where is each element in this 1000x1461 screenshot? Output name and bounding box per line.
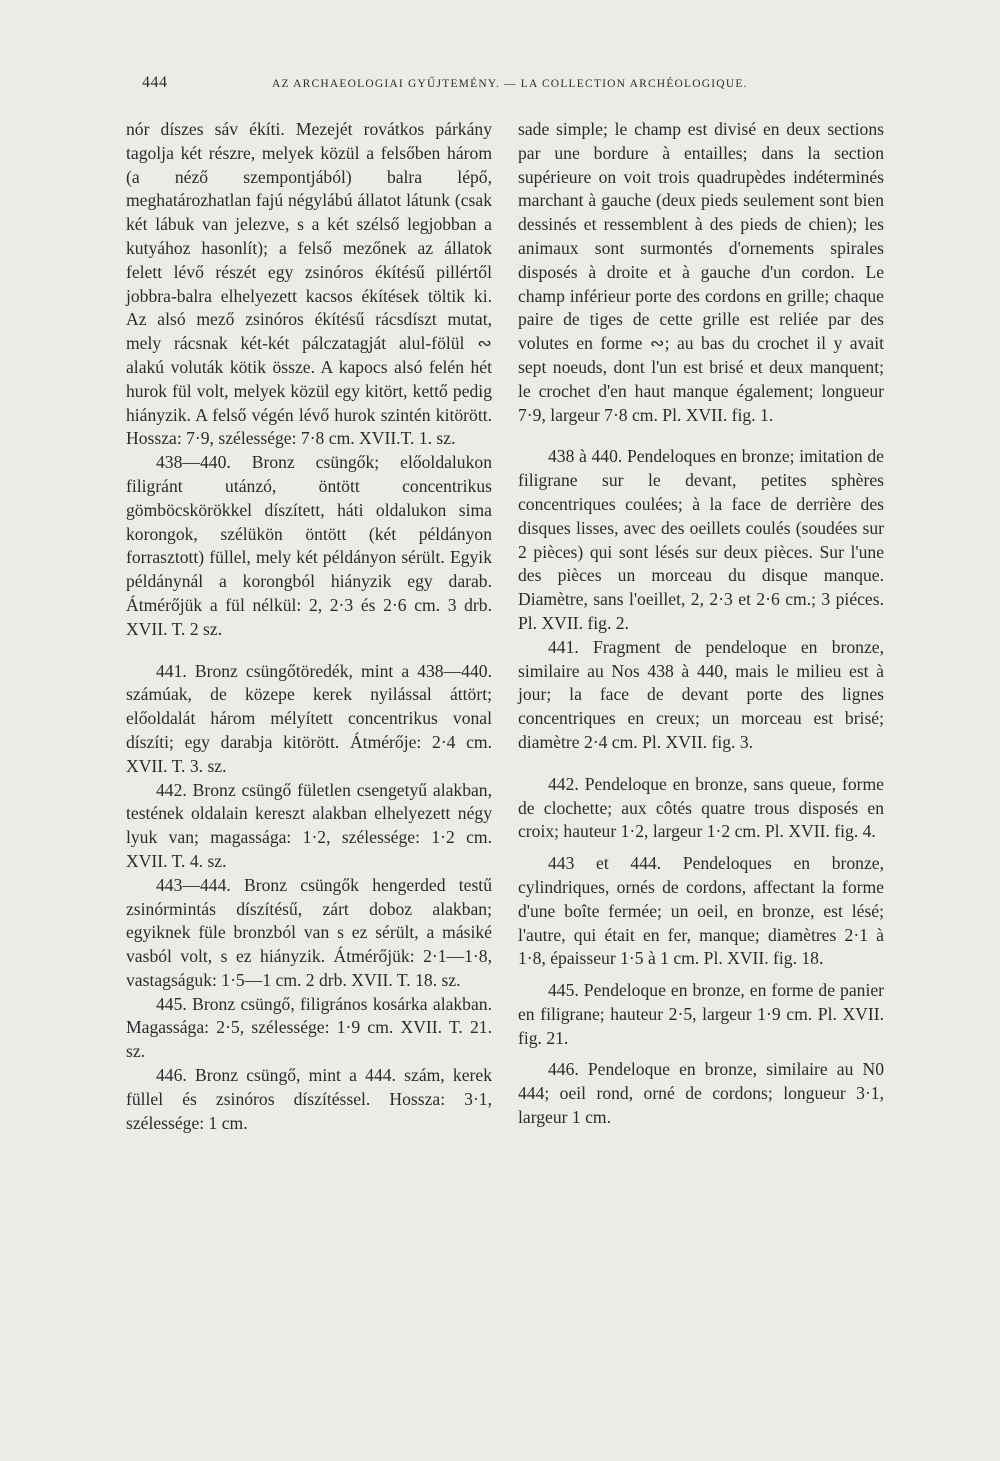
french-column (518, 118, 884, 1130)
paragraph-443-444-fr: 443 et 444. Pendeloques en bronze, cylindriques, ornés de cordons, affectant la forme d'une boîte fermée; un oeil, en bronze, est lésé; l'autre, qui était en fer, manque; diamètres 2·1 à 1·8, épaisseur 1·5 à 1 cm. Pl. XVII. fig. 18. (518, 853, 884, 969)
page-header (142, 70, 782, 100)
paragraph-445-fr: 445. Pendeloque en bronze, en forme de panier en filigrane; hauteur 2·5, largeur 1·9 cm. Pl. XVII. fig. 21. (518, 980, 884, 1048)
page-number: 444 (142, 74, 168, 91)
paragraph-443-444: 443—444. Bronz csüngők hengerded testű zsinórmintás díszítésű, zárt doboz alakban; egyiknek füle bronzból van s ez sérült, a másiké vasból volt, s ez hiányzik. Átmérőjük: 2·1—1·8, vastagságuk: 1·5—1 cm. 2 drb. XVII. T. 18. sz. (126, 874, 492, 990)
hungarian-column (126, 118, 492, 1135)
paragraph-445: 445. Bronz csüngő, filigrános kosárka alakban. Magassága: 2·5, szélessége: 1·9 cm. XVII. T. 21. sz. (126, 993, 492, 1062)
paragraph-441: 441. Bronz csüngőtöredék, mint a 438—440. számúak, de közepe kerek nyilással áttört; előoldalát három mélyített concentrikus vonal díszíti; egy darabja kitörött. Átmérője: 2·4 cm. XVII. T. 3. sz. (126, 660, 492, 776)
paragraph-446: 446. Bronz csüngő, mint a 444. szám, kerek füllel és zsinóros díszítéssel. Hossza: 3·1, szélessége: 1 cm. (126, 1065, 492, 1133)
paragraph-441-fr: 441. Fragment de pendeloque en bronze, similaire au Nos 438 à 440, mais le milieu est à jour; la face de devant porte des lignes concentriques en creux; un morceau est brisé; diamètre 2·4 cm. Pl. XVII. fig. 3. (518, 636, 884, 752)
paragraph-438-440-fr: 438 à 440. Pendeloques en bronze; imitation de filigrane sur le devant, petites sphères concentriques coulées; à la face de derrière des disques lisses, avec des oeillets coulés (soudées sur 2 pièces) qui sont lésés sur deux pièces. Sur l'une des pièces un morceau du disque manque. Diamètre, sans l'oeillet, 2, 2·3 et 2·6 cm.; 3 piéces. Pl. XVII. fig. 2. (518, 446, 884, 633)
paragraph-442: 442. Bronz csüngő fületlen csengetyű alakban, testének oldalain kereszt alakban elhelyezett négy lyuk van; magassága: 1·2, szélessége: 1·2 cm. XVII. T. 4. sz. (126, 779, 492, 871)
paragraph-442-fr: 442. Pendeloque en bronze, sans queue, forme de clochette; aux côtés quatre trous disposés en croix; hauteur 1·2, largeur 1·2 cm. Pl. XVII. fig. 4. (518, 773, 884, 842)
paragraph-continuation-fr: sade simple; le champ est divisé en deux sections par une bordure à entailles; dans la section supérieure on voit trois quadrupèdes indéterminés marchant à gauche (deux pieds seulement sont bien dessinés et ressemblent à des pieds de chien); les animaux sont surmontés d'ornements spirales disposés à droite et à gauche d'un cordon. Le champ inférieur porte des cordons en grille; chaque paire de tiges de cette grille est reliée par des volutes en forme ∾; au bas du crochet il y avait sept noeuds, dont l'un est brisé et deux manquent; le crochet d'en haut manque également; longueur 7·9, largeur 7·8 cm. Pl. XVII. fig. 1. (518, 119, 884, 425)
paragraph-446-fr: 446. Pendeloque en bronze, similaire au N0 444; oeil rond, orné de cordons; longueur 3·1, largeur 1 cm. (518, 1059, 884, 1128)
paragraph-continuation: nór díszes sáv ékíti. Mezejét rovátkos párkány tagolja két részre, melyek közül a felsőben három (a néző szempontjából) balra lépő, meghatározhatlan fajú négylábú állatot látunk (csak két lábuk van jelezve, s a két szélső legjobban a kutyához hasonlít); a felső mezőnek az állatok felett lévő részét egy zsinóros ékítésű pillértől jobbra-balra elhelyezett kacsos ékítések töltik ki. Az alsó mező zsinóros ékítésű rácsdíszt mutat, mely rácsnak két-két pálczatagját alul-fölül ∾ alakú voluták kötik össze. A kapocs alsó felén hét hurok fül volt, melyek közül egy kitört, kettő pedig hiányzik. A felső végén lévő hurok szintén kitörött. Hossza: 7·9, szélessége: 7·8 cm. XVII.T. 1. sz. (126, 119, 492, 449)
paragraph-438-440: 438—440. Bronz csüngők; előoldalukon filigránt utánzó, öntött concentrikus gömböcskörökkel díszített, háti oldalukon sima korongok, szélükön öntött (két példányon forrasztott) füllel, mely két példányon sérült. Egyik példánynál a korongból hiányzik egy darab. Átmérőjük a fül nélkül: 2, 2·3 és 2·6 cm. 3 drb. XVII. T. 2 sz. (126, 452, 492, 639)
running-title: AZ ARCHAEOLOGIAI GYŰJTEMÉNY. — LA COLLECTION ARCHÉOLOGIQUE. (272, 78, 748, 90)
